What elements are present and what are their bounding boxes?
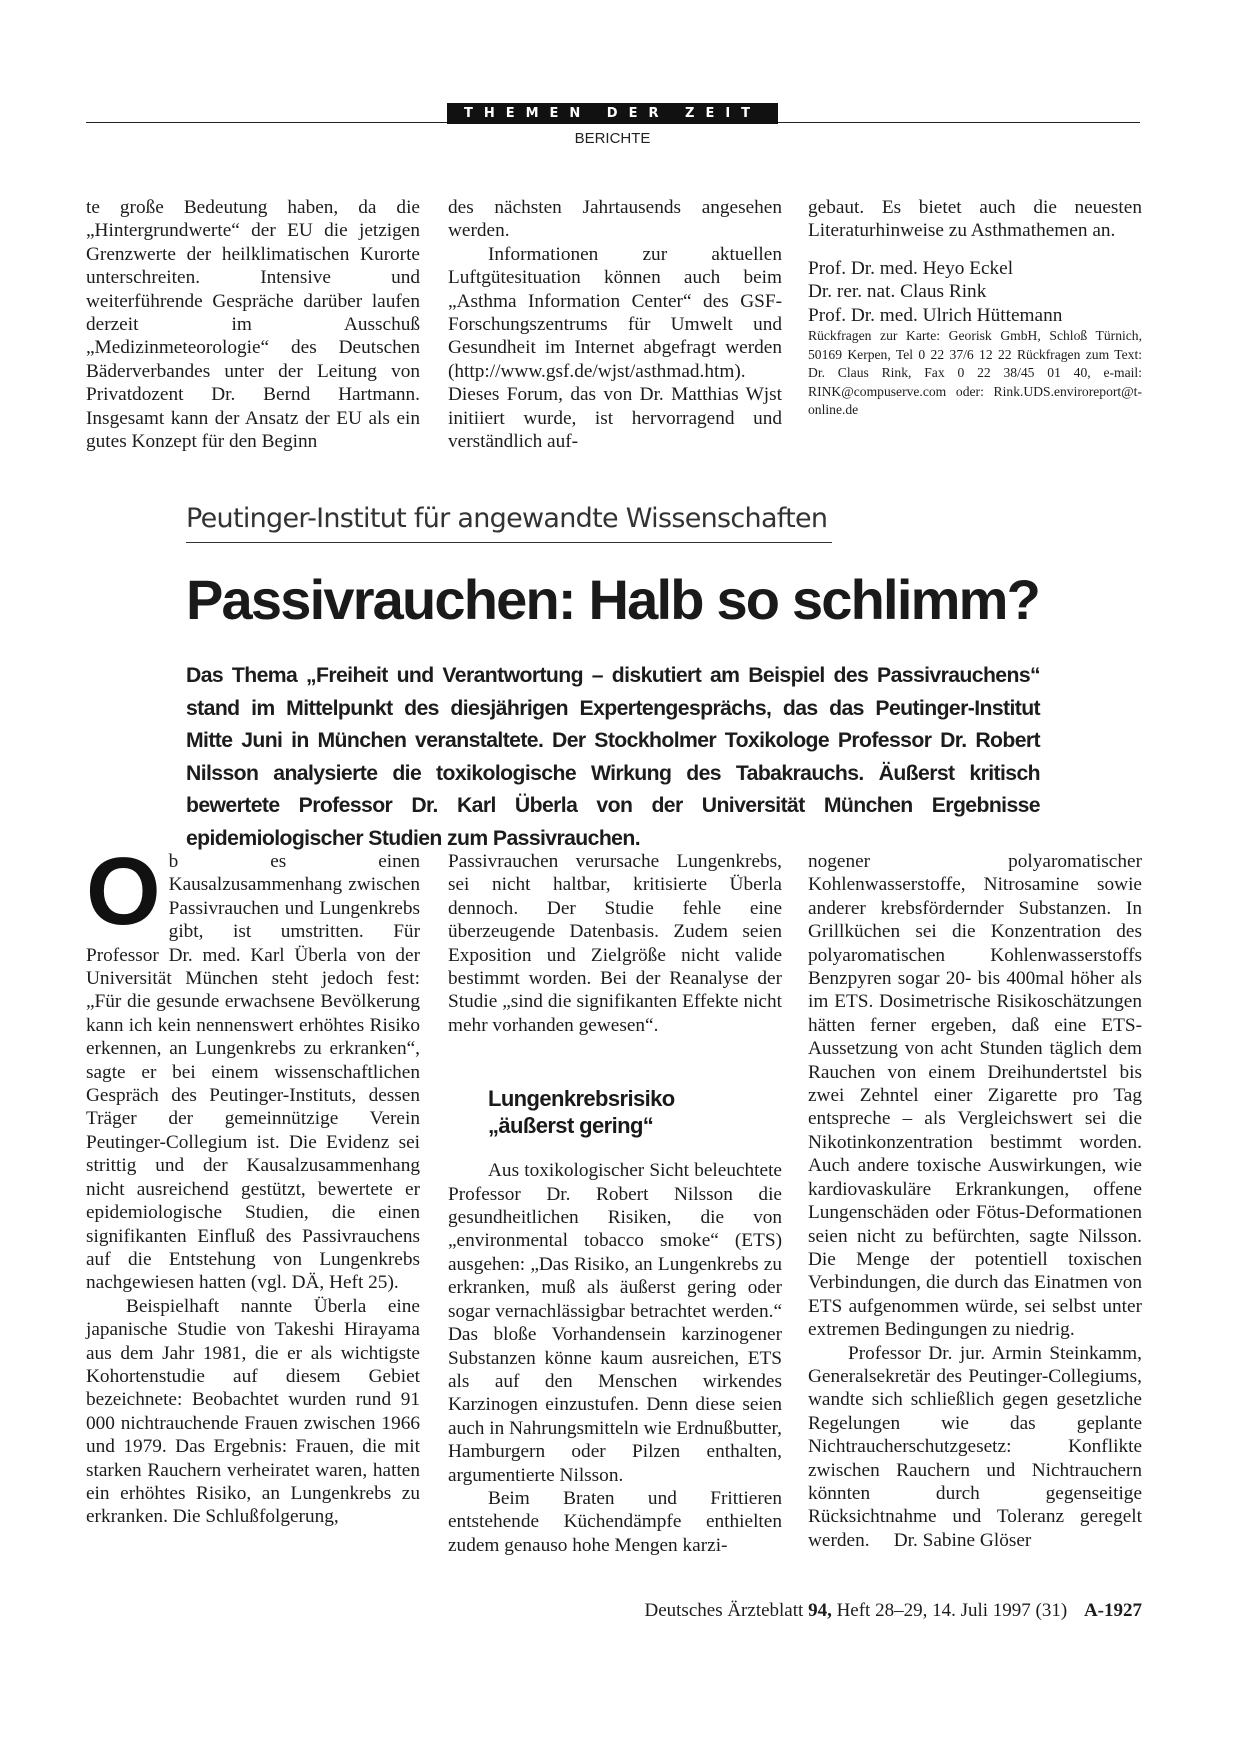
article-byline: Dr. Sabine Glöser xyxy=(893,1529,1032,1551)
journal-volume: 94, xyxy=(808,1600,832,1621)
journal-name: Deutsches Ärzteblatt xyxy=(644,1600,804,1621)
prev-article-paragraph: Informationen zur aktuellen Luftgütesituation können auch beim „Asthma Information Center“ des GSF-Forschungszentrums für Umwelt und Gesundheit im Internet abgefragt werden (http://www.gsf.de/wjst/asthmad.htm). Dieses Forum, das von Dr. Matthias Wjst initiiert wurde, ist hervorragend und verständlich auf- xyxy=(448,243,782,453)
page-number: A-1927 xyxy=(1083,1600,1142,1621)
prev-article-paragraph: des nächsten Jahrtausends angesehen werden. xyxy=(448,197,782,242)
article-lead: Das Thema „Freiheit und Verantwortung – diskutiert am Beispiel des Passivrauchens“ stand im Mittelpunkt des diesjährigen Expertengesprächs, das das Peutinger-Institut Mitte Juni in München veranstaltete. Der Stockholmer Toxikologe Professor Dr. Robert Nilsson analysierte die toxikologische Wirkung des Tabakrauchs. Äußerst kritisch bewertete Professor Dr. Karl Überla von der Universität München Ergebnisse epidemiologischer Studien zum Passivrauchen. xyxy=(186,664,1040,850)
article-paragraph: Passivrauchen verursache Lungenkrebs, sei nicht haltbar, kritisierte Überla dennoch. Der Studie fehle eine überzeugende Datenbasis. Zudem seien Exposition und Zielgröße nicht valide bestimmt worden. Bei der Reanalyse der Studie „sind die signifikanten Effekte nicht mehr vorhanden gewesen“. xyxy=(448,851,782,1036)
issue-info: Heft 28–29, 14. Juli 1997 (31) xyxy=(836,1600,1068,1621)
article-subheading xyxy=(488,1085,782,1139)
article-column-2 xyxy=(448,850,782,1557)
contact-info: Rückfragen zur Karte: Georisk GmbH, Schloß Türnich, 50169 Kerpen, Tel 0 22 37/6 12 22 Rückfragen zum Text: Dr. Claus Rink, Fax 0 22 38/45 01 40, e-mail: RINK@compuserve.com oder: Rink.UDS.enviroreport@t-online.de xyxy=(808,328,1142,418)
page-footer xyxy=(645,1600,1143,1622)
author-name: Prof. Dr. med. Heyo Eckel xyxy=(808,257,1014,279)
prev-article-column-1 xyxy=(86,196,420,453)
kicker-rule xyxy=(186,542,832,543)
article-paragraph xyxy=(808,1342,1142,1553)
article-paragraph-text: Professor Dr. jur. Armin Steinkamm, Generalsekretär des Peutinger-Collegiums, wandte sich schließlich gegen gesetzliche Regelungen wie das geplante Nichtraucherschutzgesetz: Konflikte zwischen Rauchern und Nichtrauchern könnten durch gegenseitige Rücksichtnahme und Toleranz geregelt werden. xyxy=(808,1342,1142,1551)
author-name: Dr. rer. nat. Claus Rink xyxy=(808,281,987,303)
article-paragraph-text: b es einen Kausalzusammenhang zwischen Passivrauchen und Lungenkrebs gibt, ist umstritten. Für Professor Dr. med. Karl Überla von der Universität München steht jedoch fest: „Für die gesunde erwachsene Bevölkerung kann ich kein nennenswert erhöhtes Risiko erkennen, an Lungenkrebs zu erkranken“, sagte er bei einem wissenschaftlichen Gespräch des Peutinger-Instituts, dessen Träger der gemeinnützige Verein Peutinger-Collegium ist. Die Evidenz sei strittig und der Kausalzusammenhang nicht ausreichend gestützt, bewertete er epidemiologische Studien, die einen signifikanten Einfluß des Passivrauchens auf die Entstehung von Lungenkrebs nachgewiesen hatten (vgl. DÄ, Heft 25). xyxy=(86,851,420,1294)
article-paragraph xyxy=(86,838,420,1295)
subsection-label: BERICHTE xyxy=(574,130,651,147)
article-paragraph: Aus toxikologischer Sicht beleuchtete Professor Dr. Robert Nilsson die gesundheitlichen Risiken, die von „environmental tobacco smoke“ (ETS) ausgehen: „Das Risiko, an Lungenkrebs zu erkranken, muß als äußerst gering oder sogar vernachlässigbar betrachtet werden.“ Das bloße Vorhandensein karzinogener Substanzen könne kaum ausreichen, ETS als auf den Menschen wirkendes Karzinogen einzustufen. Denn diese seien auch in Nahrungsmitteln wie Erdnußbutter, Hamburgern oder Pilzen enthalten, argumentierte Nilsson. xyxy=(448,1160,782,1486)
article-column-3 xyxy=(808,850,1142,1552)
author-list xyxy=(808,257,1142,327)
prev-article-paragraph: te große Bedeutung haben, da die „Hintergrundwerte“ der EU die jetzigen Grenzwerte der heilklimatischen Kurorte unterschreiten. Intensive und weiterführende Gespräche darüber laufen derzeit im Ausschuß „Medizinmeteorologie“ des Deutschen Bäderverbandes unter der Leitung von Privatdozent Dr. Bernd Hartmann. Insgesamt kann der Ansatz der EU als ein gutes Konzept für den Beginn xyxy=(86,197,420,453)
subheading-line: Lungenkrebsrisiko xyxy=(488,1086,675,1112)
article-paragraph: nogener polyaromatischer Kohlenwasserstoffe, Nitrosamine sowie anderer krebsfördernder Substanzen. In Grillküchen sei die Konzentration des polyaromatischen Kohlenwasserstoffs Benzpyren sogar 20- bis 400mal höher als im ETS. Dosimetrische Risikoschätzungen hätten ferner ergeben, daß eine ETS-Aussetzung von acht Stunden täglich dem Rauchen von einem Dreihundertstel bis zwei Zehntel einer Zigarette pro Tag entspreche – als Vergleichswert sei die Nikotinkonzentration bestimmt worden. Auch andere toxische Auswirkungen, wie kardiovaskuläre Erkrankungen, offene Lungenschäden oder Fötus-Deformationen seien nicht zu befürchten, sagte Nilsson. Die Menge der potentiell toxischen Verbindungen, die durch das Einatmen von ETS aufgenommen würde, sei selbst unter extremen Bedingungen zu niedrig. xyxy=(808,851,1142,1341)
article-paragraph: Beim Braten und Frittieren entstehende Küchendämpfe enthielten zudem genauso hohe Mengen karzi- xyxy=(448,1487,782,1556)
prev-article-column-3 xyxy=(808,196,1142,420)
section-label: THEMEN DER ZEIT xyxy=(447,103,778,124)
drop-cap: O xyxy=(86,838,161,945)
author-name: Prof. Dr. med. Ulrich Hüttemann xyxy=(808,304,1063,326)
prev-article-column-2 xyxy=(448,196,782,453)
article-paragraph: Beispielhaft nannte Überla eine japanische Studie von Takeshi Hirayama aus dem Jahr 1981, die er als wichtigste Kohortenstudie auf diesem Gebiet bezeichnete: Beobachtet wurden rund 91 000 nichtrauchende Frauen zwischen 1966 und 1979. Das Ergebnis: Frauen, die mit starken Rauchern verheiratet waren, hatten ein erhöhtes Risiko, an Lungenkrebs zu erkranken. Die Schlußfolgerung, xyxy=(86,1295,420,1528)
article-column-1 xyxy=(86,838,420,1529)
article-kicker: Peutinger-Institut für angewandte Wissenschaften xyxy=(186,503,828,534)
prev-article-paragraph: gebaut. Es bietet auch die neuesten Literaturhinweise zu Asthmathemen an. xyxy=(808,197,1142,242)
subheading-line: „äußerst gering“ xyxy=(488,1113,654,1139)
article-headline: Passivrauchen: Halb so schlimm? xyxy=(186,568,1039,631)
